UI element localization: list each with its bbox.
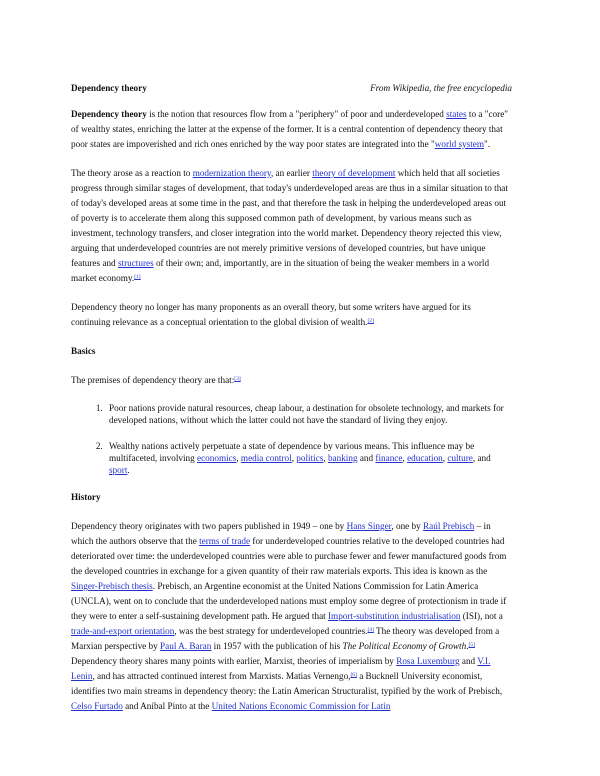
link-paul-baran[interactable]: Paul A. Baran	[160, 641, 212, 651]
history-heading: History	[71, 492, 101, 502]
link-economics[interactable]: economics	[197, 453, 237, 463]
list-item: 2. Wealthy nations actively perpetuate a state of dependence by various means. This influence may be multifaceted, involving economics, media control, politics, banking and finance, education, culture, and sport.	[105, 440, 512, 476]
link-culture[interactable]: culture	[447, 453, 473, 463]
citation-6[interactable]: [6]	[350, 672, 357, 678]
article-source: From Wikipedia, the free encyclopedia	[370, 83, 512, 93]
link-finance[interactable]: finance	[375, 453, 403, 463]
citation-2[interactable]: [2]	[367, 318, 374, 324]
link-un-economic-commission[interactable]: United Nations Economic Commission for Latin	[211, 701, 391, 711]
article-title: Dependency theory	[71, 83, 147, 93]
relevance-paragraph: Dependency theory no longer has many proponents as an overall theory, but some writers have argued for its continuing relevance as a conceptual orientation to the global division of wealth.[2]	[71, 302, 471, 327]
link-theory-of-development[interactable]: theory of development	[312, 168, 396, 178]
link-trade-and-export[interactable]: trade-and-export orientation	[71, 626, 175, 636]
link-singer-prebisch-thesis[interactable]: Singer-Prebisch thesis	[71, 581, 153, 591]
link-banking[interactable]: banking	[327, 453, 358, 463]
book-title: The Political Economy of Growth	[342, 641, 467, 651]
link-rosa-luxemburg[interactable]: Rosa Luxemburg	[396, 656, 460, 666]
intro-paragraph: Dependency theory is the notion that resources flow from a "periphery" of poor and underdeveloped states to a "core" of wealthy states, enriching the latter at the expense of the former. It is a central contention of dependency theory that poor states are impoverished and rich ones enriched by the way poor states are integrated into the "world system".	[71, 109, 509, 149]
citation-4[interactable]: [4]	[367, 627, 374, 633]
citation-5[interactable]: [5]	[468, 642, 475, 648]
link-sport[interactable]: sport	[109, 465, 128, 475]
basics-intro: The premises of dependency theory are that:[3]	[71, 375, 241, 385]
link-celso-furtado[interactable]: Celso Furtado	[71, 701, 123, 711]
link-hans-singer[interactable]: Hans Singer	[346, 521, 392, 531]
intro-bold-term: Dependency theory	[71, 109, 147, 119]
link-import-substitution[interactable]: Import-substitution industrialisation	[328, 611, 461, 621]
citation-1[interactable]: [1]	[134, 274, 141, 280]
link-modernization-theory[interactable]: modernization theory	[192, 168, 271, 178]
list-item: 1. Poor nations provide natural resources, cheap labour, a destination for obsolete technology, and markets for developed nations, without which the latter could not have the standard of living they enjoy.	[105, 402, 512, 426]
link-structures[interactable]: structures	[117, 258, 154, 268]
link-states[interactable]: states	[446, 109, 467, 119]
link-media-control[interactable]: media control	[240, 453, 292, 463]
article-header	[71, 81, 512, 96]
origin-paragraph: The theory arose as a reaction to modernization theory, an earlier theory of development which held that all societies progress through similar stages of development, that today's underdeveloped areas are thus in a similar situation to that of today's developed areas at some time in the past, and that therefore the task in helping the underdeveloped areas out of poverty is to accelerate them along this supposed common path of development, by various means such as investment, technology transfers, and closer integration into the world market. Dependency theory rejected this view, arguing that underdeveloped countries are not merely primitive versions of developed countries, but have unique features and structures of their own; and, importantly, are in the situation of being the weaker members in a world market economy.[1]	[71, 168, 508, 283]
link-education[interactable]: education	[407, 453, 443, 463]
link-raul-prebisch[interactable]: Raúl Prebisch	[423, 521, 475, 531]
link-politics[interactable]: politics	[296, 453, 324, 463]
premises-list	[71, 402, 512, 476]
history-paragraph: Dependency theory originates with two papers published in 1949 – one by Hans Singer, one by Raúl Prebisch – in which the authors observe that the terms of trade for underdeveloped countries relative to the developed countries had deteriorated over time: the underdeveloped countries were able to purchase fewer and fewer manufactured goods from the developed countries in exchange for a given quantity of their raw materials exports. This idea is known as the Singer-Prebisch thesis. Prebisch, an Argentine economist at the United Nations Commission for Latin America (UNCLA), went on to conclude that the underdeveloped nations must employ some degree of protectionism in trade if they were to enter a self-sustaining development path. He argued that Import-substitution industrialisation (ISI), not a trade-and-export orientation, was the best strategy for underdeveloped countries.[4] The theory was developed from a Marxian perspective by Paul A. Baran in 1957 with the publication of his The Political Economy of Growth.[5] Dependency theory shares many points with earlier, Marxist, theories of imperialism by Rosa Luxemburg and V.I. Lenin, and has attracted continued interest from Marxists. Matias Vernengo,[6] a Bucknell University economist, identifies two main streams in dependency theory: the Latin American Structuralist, typified by the work of Prebisch, Celso Furtado and Aníbal Pinto at the United Nations Economic Commission for Latin	[71, 521, 507, 711]
citation-3[interactable]: [3]	[234, 376, 241, 382]
link-terms-of-trade[interactable]: terms of trade	[199, 536, 251, 546]
link-vi-lenin[interactable]: V.I. Lenin	[71, 656, 491, 681]
link-world-system[interactable]: world system	[434, 139, 484, 149]
basics-heading: Basics	[71, 346, 96, 356]
